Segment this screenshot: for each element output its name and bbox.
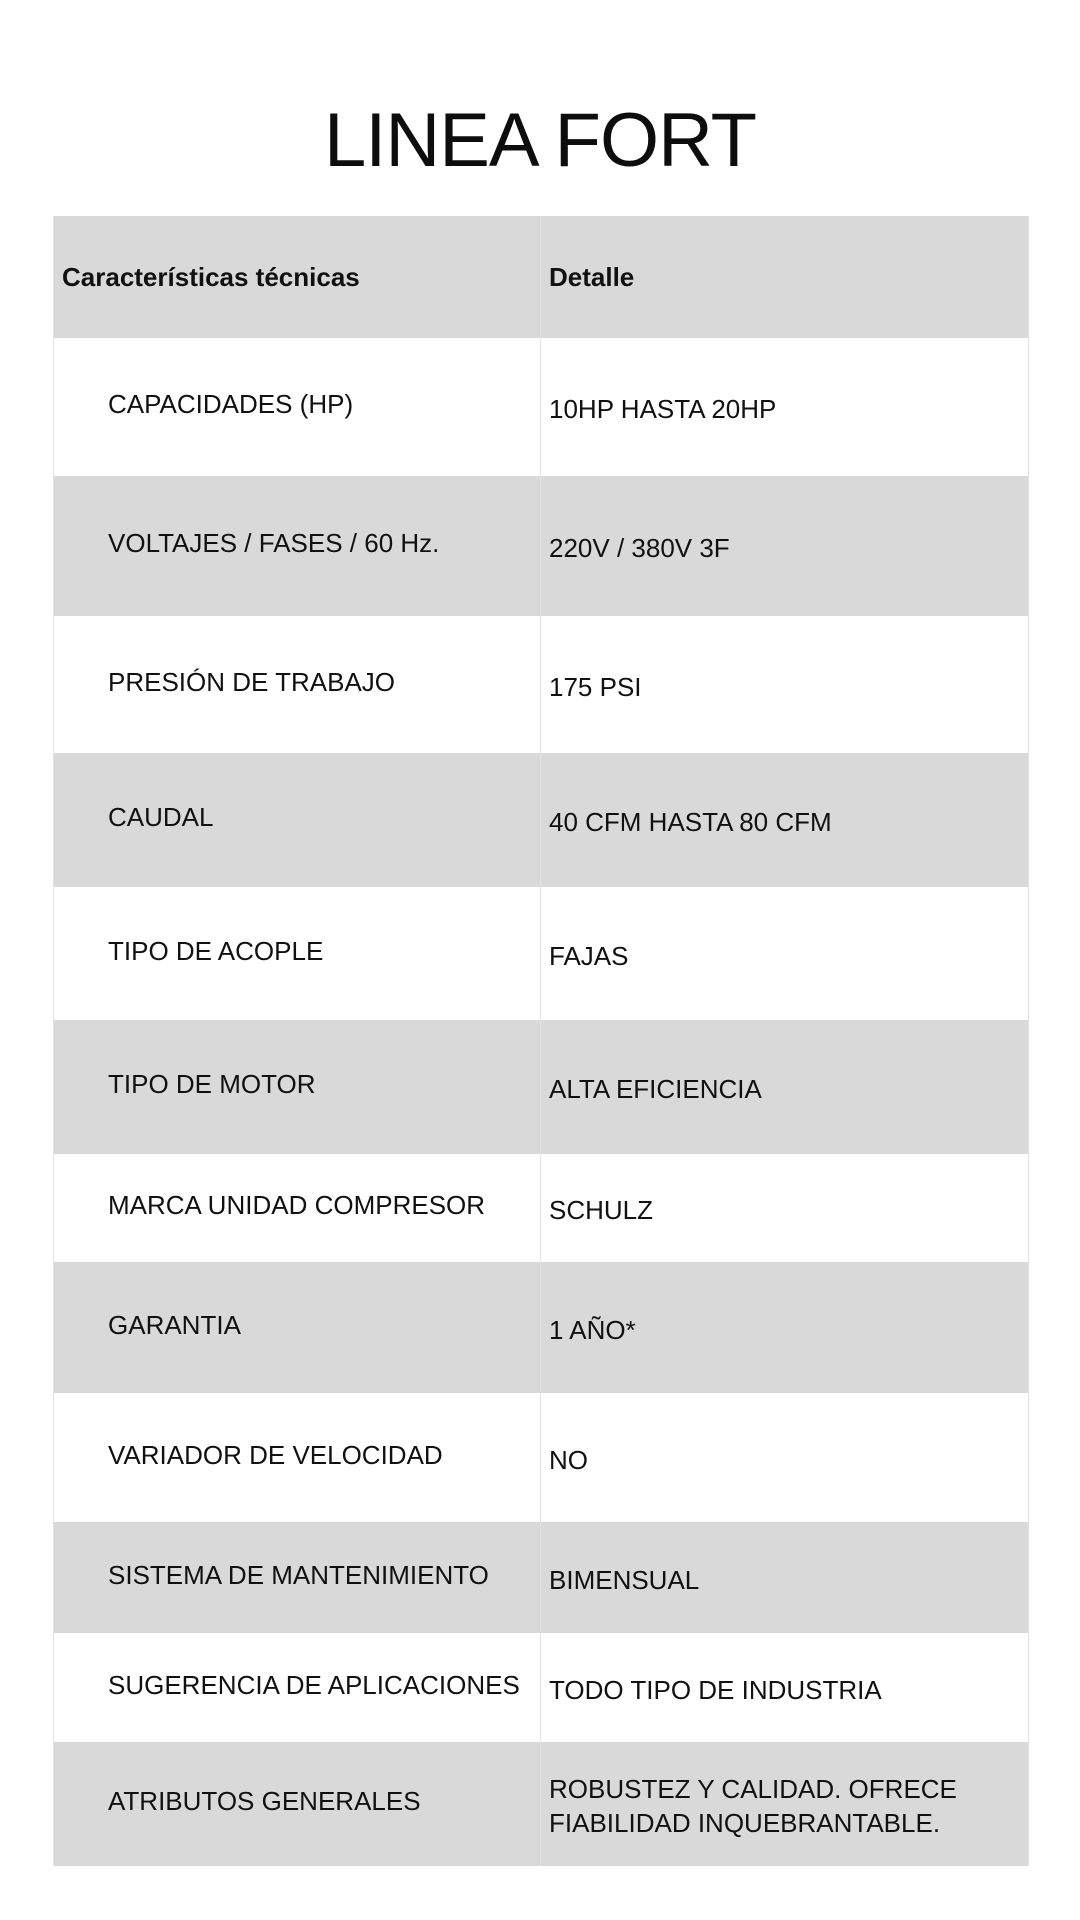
table-row bbox=[54, 1522, 1029, 1633]
table-row bbox=[54, 338, 1029, 476]
spec-label: VOLTAJES / FASES / 60 Hz. bbox=[54, 476, 541, 616]
spec-label: SUGERENCIA DE APLICACIONES bbox=[54, 1633, 541, 1742]
spec-value: FAJAS bbox=[541, 887, 1029, 1020]
spec-label: CAUDAL bbox=[54, 753, 541, 887]
table-row bbox=[54, 1393, 1029, 1522]
spec-value: 175 PSI bbox=[541, 616, 1029, 753]
table-row bbox=[54, 476, 1029, 616]
table-row bbox=[54, 616, 1029, 753]
spec-value: ROBUSTEZ Y CALIDAD. OFRECE FIABILIDAD INQUEBRANTABLE. bbox=[541, 1742, 1029, 1866]
spec-label: SISTEMA DE MANTENIMIENTO bbox=[54, 1522, 541, 1633]
spec-value: 40 CFM HASTA 80 CFM bbox=[541, 753, 1029, 887]
spec-value: 1 AÑO* bbox=[541, 1262, 1029, 1393]
spec-value: TODO TIPO DE INDUSTRIA bbox=[541, 1633, 1029, 1742]
spec-value: BIMENSUAL bbox=[541, 1522, 1029, 1633]
table-header-row bbox=[54, 216, 1029, 338]
table-row bbox=[54, 887, 1029, 1020]
spec-value: NO bbox=[541, 1393, 1029, 1522]
spec-label: VARIADOR DE VELOCIDAD bbox=[54, 1393, 541, 1522]
table-row bbox=[54, 753, 1029, 887]
spec-label: GARANTIA bbox=[54, 1262, 541, 1393]
column-header-characteristics: Características técnicas bbox=[54, 216, 541, 338]
table-row bbox=[54, 1633, 1029, 1742]
spec-label: PRESIÓN DE TRABAJO bbox=[54, 616, 541, 753]
table-row bbox=[54, 1020, 1029, 1154]
spec-label: MARCA UNIDAD COMPRESOR bbox=[54, 1154, 541, 1262]
spec-label: TIPO DE MOTOR bbox=[54, 1020, 541, 1154]
table-row bbox=[54, 1742, 1029, 1866]
column-header-detail: Detalle bbox=[541, 216, 1029, 338]
page-title: LINEA FORT bbox=[323, 98, 757, 183]
spec-label: ATRIBUTOS GENERALES bbox=[54, 1742, 541, 1866]
spec-value: 220V / 380V 3F bbox=[541, 476, 1029, 616]
spec-value: ALTA EFICIENCIA bbox=[541, 1020, 1029, 1154]
specifications-table bbox=[53, 216, 1029, 1866]
table-row bbox=[54, 1154, 1029, 1262]
spec-value: SCHULZ bbox=[541, 1154, 1029, 1262]
spec-label: TIPO DE ACOPLE bbox=[54, 887, 541, 1020]
spec-value: 10HP HASTA 20HP bbox=[541, 338, 1029, 476]
spec-label: CAPACIDADES (HP) bbox=[54, 338, 541, 476]
table-row bbox=[54, 1262, 1029, 1393]
